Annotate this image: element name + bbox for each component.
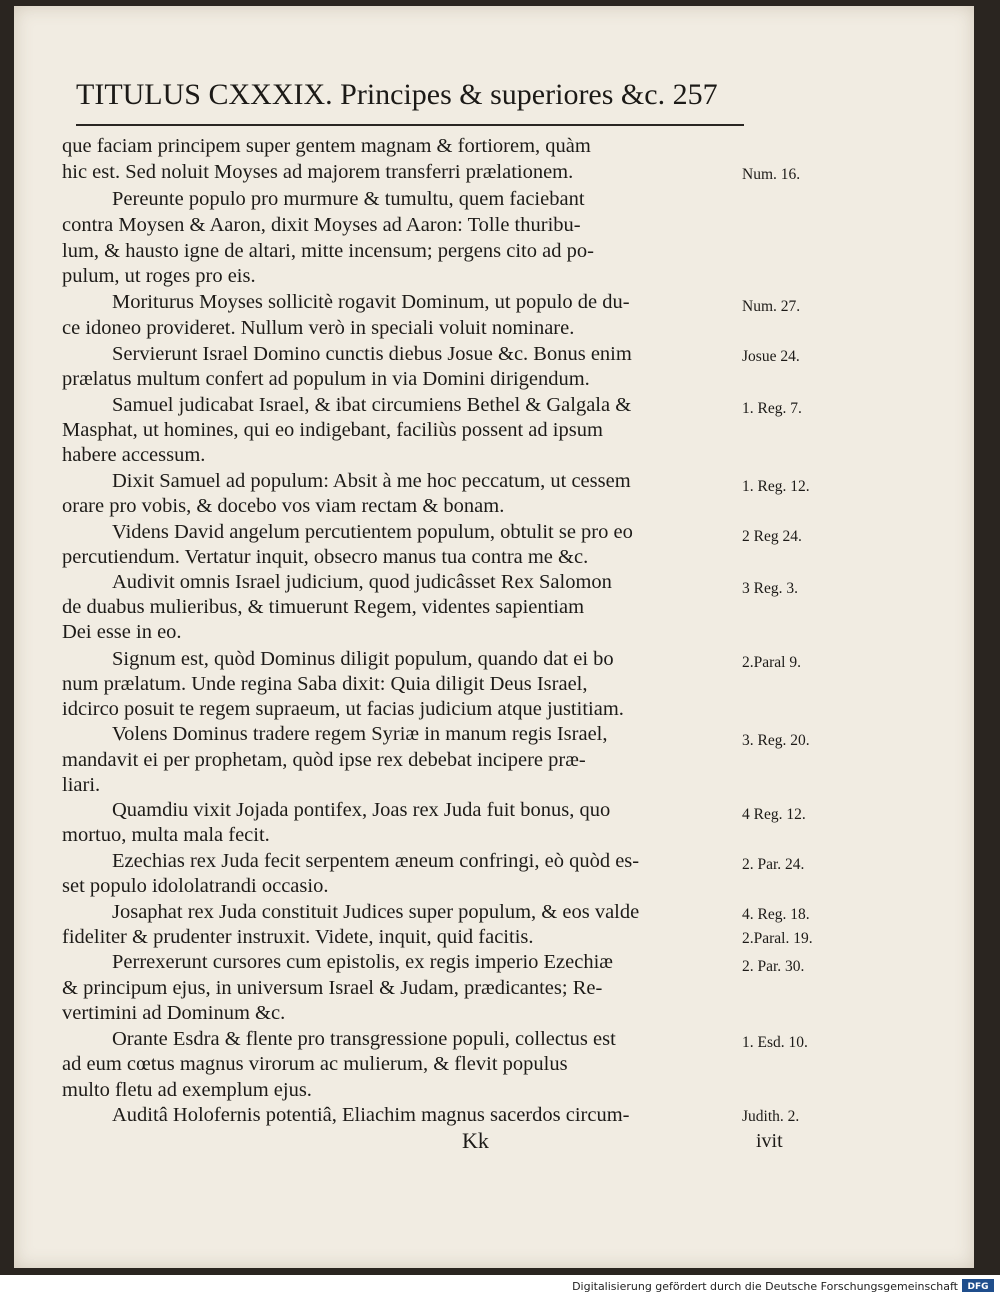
text-line: Orante Esdra & flente pro transgressione populi, collectus est: [112, 1028, 616, 1050]
margin-reference: 1. Reg. 7.: [742, 400, 802, 417]
text-line: & principum ejus, in universum Israel & Judam, prædicantes; Re-: [62, 977, 603, 999]
margin-reference: Josue 24.: [742, 348, 800, 365]
margin-reference: 2.Paral. 19.: [742, 930, 813, 947]
margin-reference: 2. Par. 30.: [742, 958, 805, 975]
margin-reference: Num. 16.: [742, 166, 801, 183]
svg-text:DFG: DFG: [967, 1282, 989, 1292]
text-line: Volens Dominus tradere regem Syriæ in manum regis Israel,: [112, 723, 608, 745]
margin-reference: 4 Reg. 12.: [742, 806, 806, 823]
text-line: que faciam principem super gentem magnam & fortiorem, quàm: [62, 135, 591, 157]
text-line: habere accessum.: [62, 444, 206, 466]
header-rule: [76, 124, 744, 126]
margin-reference: 3. Reg. 20.: [742, 732, 810, 749]
footer-bar: [0, 1278, 1000, 1295]
catchword: ivit: [756, 1130, 783, 1152]
text-line: Ezechias rex Juda fecit serpentem æneum confringi, eò quòd es-: [112, 850, 640, 872]
text-line: de duabus mulieribus, & timuerunt Regem, videntes sapientiam: [62, 596, 585, 618]
margin-reference: Num. 27.: [742, 298, 801, 315]
signature-mark: Kk: [462, 1128, 489, 1153]
margin-reference: 2 Reg 24.: [742, 528, 802, 545]
margin-reference: Judith. 2.: [742, 1108, 800, 1125]
text-line: vertimini ad Dominum &c.: [62, 1002, 286, 1024]
text-line: percutiendum. Vertatur inquit, obsecro manus tua contra me &c.: [62, 546, 589, 568]
text-line: Moriturus Moyses sollicitè rogavit Dominum, ut populo de du-: [112, 291, 630, 313]
text-line: idcirco posuit te regem supraeum, ut facias judicium atque justitiam.: [62, 698, 624, 720]
text-line: ad eum cœtus magnus virorum ac mulierum, & flevit populus: [62, 1053, 568, 1075]
margin-reference: 2.Paral 9.: [742, 654, 801, 671]
dfg-logo-icon: [962, 1279, 994, 1292]
funding-notice: Digitalisierung gefördert durch die Deutsche Forschungsgemeinschaft: [572, 1280, 958, 1293]
text-line: Auditâ Holofernis potentiâ, Eliachim magnus sacerdos circum-: [112, 1104, 630, 1126]
running-header: [76, 78, 718, 112]
text-line: orare pro vobis, & docebo vos viam rectam & bonam.: [62, 495, 505, 517]
margin-reference: 3 Reg. 3.: [742, 580, 798, 597]
text-line: lum, & hausto igne de altari, mitte incensum; pergens cito ad po-: [62, 240, 594, 262]
text-line: Audivit omnis Israel judicium, quod judicâsset Rex Salomon: [112, 571, 612, 593]
text-line: prælatus multum confert ad populum in via Domini dirigendum.: [62, 368, 590, 390]
text-line: num prælatum. Unde regina Saba dixit: Quia diligit Deus Israel,: [62, 673, 588, 695]
text-line: Josaphat rex Juda constituit Judices super populum, & eos valde: [112, 901, 640, 923]
text-line: Dixit Samuel ad populum: Absit à me hoc peccatum, ut cessem: [112, 470, 631, 492]
text-line: pulum, ut roges pro eis.: [62, 265, 256, 287]
margin-reference: 4. Reg. 18.: [742, 906, 810, 923]
header-text: TITULUS CXXXIX. Principes & superiores &c. 257: [76, 78, 718, 111]
text-line: Masphat, ut homines, qui eo indigebant, faciliùs possent ad ipsum: [62, 419, 603, 441]
text-line: Samuel judicabat Israel, & ibat circumiens Bethel & Galgala &: [112, 394, 632, 416]
margin-reference: 1. Reg. 12.: [742, 478, 810, 495]
text-line: liari.: [62, 774, 101, 796]
text-line: mortuo, multa mala fecit.: [62, 824, 270, 846]
text-line: Pereunte populo pro murmure & tumultu, quem faciebant: [112, 188, 585, 210]
text-line: Dei esse in eo.: [62, 621, 182, 643]
text-line: Videns David angelum percutientem populum, obtulit se pro eo: [112, 521, 633, 543]
text-line: Perrexerunt cursores cum epistolis, ex regis imperio Ezechiæ: [112, 951, 613, 973]
text-line: contra Moysen & Aaron, dixit Moyses ad Aaron: Tolle thuribu-: [62, 214, 581, 236]
margin-reference: 2. Par. 24.: [742, 856, 805, 873]
text-line: ce idoneo provideret. Nullum verò in speciali voluit nominare.: [62, 317, 575, 339]
text-line: fideliter & prudenter instruxit. Videte, inquit, quid facitis.: [62, 926, 534, 948]
text-line: Signum est, quòd Dominus diligit populum, quando dat ei bo: [112, 648, 614, 670]
text-line: mandavit ei per prophetam, quòd ipse rex debebat incipere præ-: [62, 749, 586, 771]
text-line: Quamdiu vixit Jojada pontifex, Joas rex Juda fuit bonus, quo: [112, 799, 611, 821]
text-line: hic est. Sed noluit Moyses ad majorem transferri prælationem.: [62, 161, 574, 183]
text-line: multo fletu ad exemplum ejus.: [62, 1079, 312, 1101]
margin-reference: 1. Esd. 10.: [742, 1034, 808, 1051]
text-line: Servierunt Israel Domino cunctis diebus Josue &c. Bonus enim: [112, 343, 632, 365]
text-line: set populo idololatrandi occasio.: [62, 875, 329, 897]
